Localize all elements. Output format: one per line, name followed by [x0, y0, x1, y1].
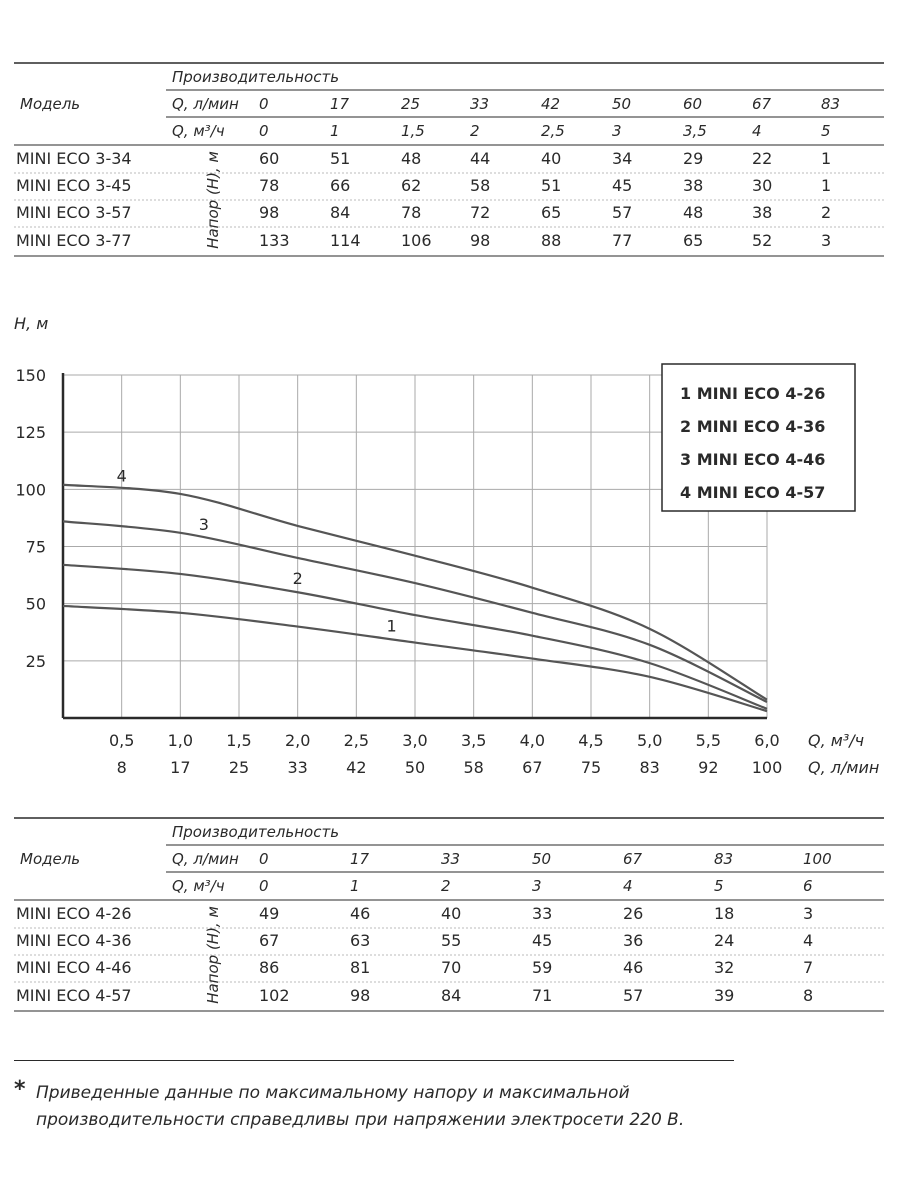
x-tick-label-lmin: 75 [580, 758, 602, 777]
table2-value-cell: 18 [714, 904, 735, 923]
table1-value-cell: 133 [259, 231, 290, 250]
x-tick-label-m3h: 1,5 [226, 731, 252, 750]
table2-value-cell: 63 [350, 931, 371, 950]
table1-value-cell: 51 [330, 149, 351, 168]
table2-model-cell: MINI ECO 4-57 [16, 986, 132, 1005]
table1-value-cell: 62 [401, 176, 422, 195]
table2-q-m3h-cell: 4 [623, 877, 633, 895]
table1-q-lmin-cell: 67 [752, 95, 772, 113]
legend-entry: 3 MINI ECO 4-46 [680, 450, 826, 469]
table1-value-cell: 38 [752, 203, 773, 222]
table2-value-cell: 98 [350, 986, 371, 1005]
footnote-text: Приведенные данные по максимальному напору и максимальной производительности справедливы при напряжении электросети 220 В. [36, 1083, 685, 1130]
legend-entry: 4 MINI ECO 4-57 [680, 483, 826, 502]
table1-value-cell: 3 [821, 231, 832, 250]
table2-head-label: Напор (H), м [204, 906, 222, 1004]
table2-value-cell: 46 [623, 958, 644, 977]
legend-entry: 1 MINI ECO 4-26 [680, 384, 826, 403]
table1-q-lmin-label: Q, л/мин [172, 95, 239, 113]
table1-q-lmin-cell: 50 [612, 95, 632, 113]
table1-value-cell: 34 [612, 149, 633, 168]
x-axis-label-m3h: Q, м³/ч [808, 731, 865, 750]
y-tick-label: 100 [15, 480, 46, 500]
table1-value-cell: 2 [821, 203, 832, 222]
x-tick-label-m3h: 2,5 [343, 731, 370, 750]
table2-q-lmin-cell: 0 [259, 850, 269, 868]
x-tick-label-lmin: 17 [170, 758, 191, 777]
table2-value-cell: 24 [714, 931, 735, 950]
table1-model-cell: MINI ECO 3-34 [16, 149, 132, 168]
x-tick-label-lmin: 83 [639, 758, 660, 777]
table1-value-cell: 78 [259, 176, 280, 195]
table2-q-lmin-cell: 67 [623, 850, 643, 868]
table1-value-cell: 29 [683, 149, 704, 168]
table1-value-cell: 72 [470, 203, 491, 222]
table2-header-model: Модель [20, 850, 81, 868]
table1-value-cell: 98 [259, 203, 280, 222]
table1-q-lmin-cell: 17 [330, 95, 350, 113]
table2-q-m3h-cell: 5 [714, 877, 724, 895]
table2-value-cell: 36 [623, 931, 644, 950]
y-tick-label: 75 [25, 537, 46, 557]
table2-value-cell: 67 [259, 931, 280, 950]
table2-value-cell: 84 [441, 986, 462, 1005]
table-mini-eco-4 [0, 805, 900, 1035]
table2-value-cell: 33 [532, 904, 553, 923]
table1-q-m3h-cell: 3 [612, 122, 622, 140]
table1-model-cell: MINI ECO 3-77 [16, 231, 132, 250]
footnote [14, 1077, 754, 1134]
x-tick-label-lmin: 42 [346, 758, 367, 777]
table1-header-model: Модель [20, 95, 81, 113]
x-tick-label-m3h: 5,0 [636, 731, 663, 750]
table1-q-lmin-cell: 33 [470, 95, 490, 113]
table1-value-cell: 106 [401, 231, 432, 250]
table1-value-cell: 52 [752, 231, 773, 250]
table1-value-cell: 58 [470, 176, 491, 195]
x-tick-label-m3h: 5,5 [695, 731, 722, 750]
table1-q-lmin-cell: 83 [821, 95, 841, 113]
table2-model-cell: MINI ECO 4-46 [16, 958, 132, 977]
table1-q-m3h-cell: 2,5 [541, 122, 565, 140]
y-tick-label: 150 [15, 366, 46, 385]
table1-value-cell: 88 [541, 231, 562, 250]
table1-value-cell: 65 [683, 231, 704, 250]
table1-q-m3h-cell: 1 [330, 122, 340, 140]
x-axis-label-lmin: Q, л/мин [808, 758, 880, 777]
table2-value-cell: 57 [623, 986, 644, 1005]
table1-value-cell: 66 [330, 176, 351, 195]
x-tick-label-m3h: 3,5 [460, 731, 487, 750]
table2-q-m3h-cell: 2 [441, 877, 451, 895]
x-tick-label-m3h: 1,0 [167, 731, 194, 750]
curve-number-label: 4 [116, 466, 127, 486]
table1-value-cell: 48 [401, 149, 422, 168]
x-tick-label-m3h: 4,0 [519, 731, 546, 750]
x-tick-label-lmin: 25 [228, 758, 250, 777]
table1-value-cell: 60 [259, 149, 280, 168]
table1-q-m3h-cell: 2 [470, 122, 480, 140]
x-tick-label-lmin: 50 [404, 758, 426, 777]
legend-entry: 2 MINI ECO 4-36 [680, 417, 826, 436]
curve-number-label: 1 [386, 616, 397, 636]
table1-value-cell: 98 [470, 231, 491, 250]
y-tick-label: 125 [15, 423, 46, 443]
table2-q-m3h-cell: 0 [259, 877, 269, 895]
x-tick-label-m3h: 3,0 [402, 731, 428, 750]
y-axis-label: H, м [14, 314, 49, 333]
footnote-divider [14, 1060, 734, 1061]
table2-q-lmin-cell: 50 [532, 850, 552, 868]
x-tick-label-lmin: 92 [698, 758, 719, 777]
table1-value-cell: 51 [541, 176, 562, 195]
table2-value-cell: 40 [441, 904, 462, 923]
table1-model-cell: MINI ECO 3-45 [16, 176, 132, 195]
table2-value-cell: 46 [350, 904, 371, 923]
table1-value-cell: 57 [612, 203, 633, 222]
table1-value-cell: 114 [330, 231, 361, 250]
table1-value-cell: 77 [612, 231, 633, 250]
table2-q-lmin-cell: 17 [350, 850, 370, 868]
table1-header-perf: Производительность [172, 68, 340, 86]
table1-value-cell: 22 [752, 149, 773, 168]
table2-value-cell: 32 [714, 958, 735, 977]
table2-value-cell: 45 [532, 931, 553, 950]
table2-model-cell: MINI ECO 4-26 [16, 904, 132, 923]
table1-q-m3h-label: Q, м³/ч [172, 122, 225, 140]
table2-value-cell: 4 [803, 931, 814, 950]
x-tick-label-lmin: 67 [522, 758, 543, 777]
table2-value-cell: 39 [714, 986, 735, 1005]
table1-q-m3h-cell: 1,5 [401, 122, 425, 140]
table1-value-cell: 38 [683, 176, 704, 195]
table2-header-perf: Производительность [172, 823, 340, 841]
table1-q-m3h-cell: 4 [752, 122, 762, 140]
table2-value-cell: 26 [623, 904, 644, 923]
table1-value-cell: 40 [541, 149, 562, 168]
table1-q-lmin-cell: 60 [683, 95, 703, 113]
table2-model-cell: MINI ECO 4-36 [16, 931, 132, 950]
table2-q-lmin-label: Q, л/мин [172, 850, 239, 868]
footnote-star: * [14, 1077, 26, 1102]
curve-number-label: 2 [292, 569, 303, 589]
table2-q-m3h-cell: 6 [803, 877, 813, 895]
table1-value-cell: 30 [752, 176, 773, 195]
table-mini-eco-3 [0, 50, 900, 320]
table1-value-cell: 48 [683, 203, 704, 222]
table1-q-lmin-cell: 25 [401, 95, 421, 113]
table1-q-m3h-cell: 0 [259, 122, 269, 140]
table1-value-cell: 65 [541, 203, 562, 222]
table1-q-m3h-cell: 5 [821, 122, 831, 140]
table2-q-m3h-cell: 3 [532, 877, 542, 895]
x-tick-label-lmin: 8 [116, 758, 127, 777]
table2-q-lmin-cell: 33 [441, 850, 461, 868]
table2-value-cell: 102 [259, 986, 290, 1005]
curve-number-label: 3 [198, 514, 209, 534]
table1-q-lmin-cell: 0 [259, 95, 269, 113]
table2-value-cell: 86 [259, 958, 280, 977]
table2-value-cell: 81 [350, 958, 371, 977]
pump-curve-chart [0, 300, 900, 800]
x-tick-label-m3h: 0,5 [108, 731, 135, 750]
table1-q-lmin-cell: 42 [541, 95, 561, 113]
table1-value-cell: 1 [821, 149, 832, 168]
table2-value-cell: 3 [803, 904, 814, 923]
y-tick-label: 50 [25, 594, 46, 614]
table2-q-m3h-cell: 1 [350, 877, 360, 895]
table2-value-cell: 49 [259, 904, 280, 923]
x-tick-label-lmin: 58 [463, 758, 484, 777]
x-tick-label-m3h: 2,0 [284, 731, 311, 750]
table1-model-cell: MINI ECO 3-57 [16, 203, 132, 222]
table1-value-cell: 84 [330, 203, 351, 222]
x-tick-label-lmin: 33 [287, 758, 308, 777]
y-tick-label: 25 [25, 651, 46, 671]
table2-value-cell: 70 [441, 958, 462, 977]
table2-value-cell: 8 [803, 986, 814, 1005]
table2-value-cell: 71 [532, 986, 553, 1005]
table1-value-cell: 78 [401, 203, 422, 222]
table1-value-cell: 1 [821, 176, 832, 195]
table2-value-cell: 55 [441, 931, 462, 950]
table1-q-m3h-cell: 3,5 [683, 122, 707, 140]
x-tick-label-m3h: 6,0 [754, 731, 780, 750]
x-tick-label-lmin: 100 [751, 758, 783, 777]
table2-q-lmin-cell: 83 [714, 850, 734, 868]
table2-q-m3h-label: Q, м³/ч [172, 877, 225, 895]
table2-value-cell: 59 [532, 958, 553, 977]
table2-q-lmin-cell: 100 [803, 850, 832, 868]
table1-value-cell: 45 [612, 176, 633, 195]
table1-head-label: Напор (H), м [204, 151, 222, 249]
table2-value-cell: 7 [803, 958, 814, 977]
x-tick-label-m3h: 4,5 [578, 731, 604, 750]
table1-value-cell: 44 [470, 149, 491, 168]
